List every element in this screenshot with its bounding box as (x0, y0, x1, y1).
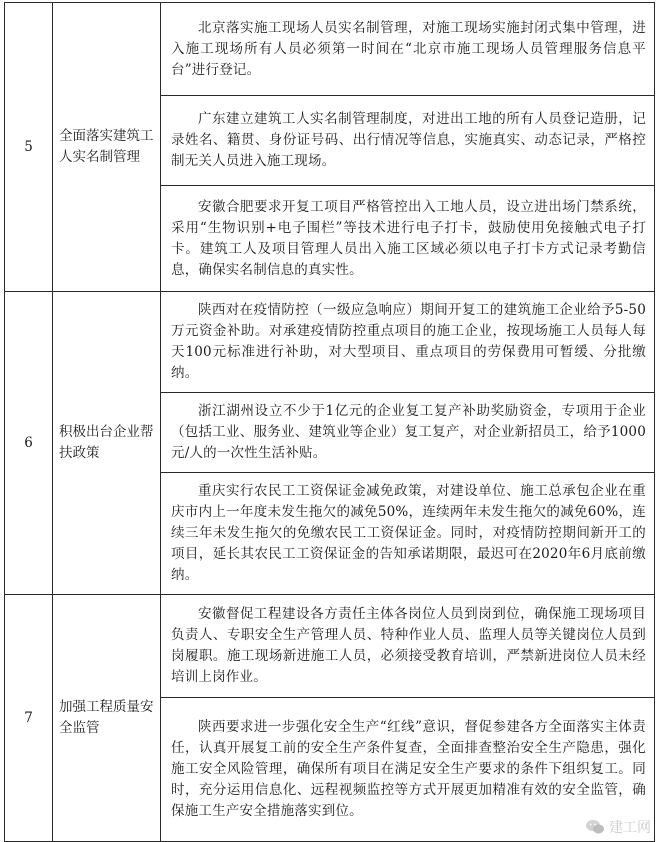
policy-item (161, 186, 655, 292)
policy-item (161, 393, 655, 473)
row-title: 全面落实建筑工人实名制管理 (53, 3, 161, 292)
policy-item (161, 698, 655, 842)
row-number: 6 (5, 292, 53, 595)
policy-text: 北京落实施工现场人员实名制管理，对施工现场实施封闭式集中管理，进入施工现场所有人员必须第一时间在“北京市施工现场人员管理服务信息平台”进行登记。 (171, 19, 646, 78)
table-row (5, 595, 655, 698)
row-number: 7 (5, 595, 53, 842)
policy-text: 重庆实行农民工工资保证金减免政策，对建设单位、施工总承包企业在重庆市内上一年度未发生拖欠的减免50%，连续两年未发生拖欠的减免60%，连续三年未发生拖欠的免缴农民工工资保证金。同时，对疫情防控期间新开工的项目，延长其农民工工资保证金的告知承诺期限，最迟可在2020年6月底前缴纳。 (171, 483, 646, 583)
policy-text: 陕西要求进一步强化安全生产“红线”意识，督促参建各方全面落实主体责任，认真开展复工前的安全生产条件复查，全面排查整治安全生产隐患，强化施工安全风险管理，确保所有项目在满足安全生产要求的条件下组织复工。同时，充分运用信息化、远程视频监控等方式开展更加精准有效的安全监管，确保施工生产安全措施落实到位。 (171, 719, 646, 819)
watermark-text: 建工网 (609, 820, 651, 836)
row-title: 加强工程质量安全监管 (53, 595, 161, 842)
policy-text: 安徽督促工程建设各方责任主体各岗位人员到岗到位，确保施工现场项目负责人、专职安全生产管理人员、特种作业人员、监理人员等关键岗位人员到岗履职。施工现场新进施工人员，必须接受教育培训，严禁新进岗位人员未经培训上岗作业。 (171, 606, 646, 685)
table-row (5, 3, 655, 96)
row-title: 积极出台企业帮扶政策 (53, 292, 161, 595)
policy-table (4, 2, 655, 842)
policy-text: 安徽合肥要求开复工项目严格管控出入工地人员，设立进出场门禁系统，采用“生物识别+电子围栏”等技术进行电子打卡，鼓励使用免接触式电子打卡。建筑工人及项目管理人员出入施工区域必须以电子打卡方式记录考勤信息，确保实名制信息的真实性。 (171, 198, 646, 278)
watermark (585, 817, 651, 837)
policy-text: 浙江湖州设立不少于1亿元的企业复工复产补助奖励资金，专项用于企业（包括工业、服务业、建筑业等企业）复工复产，对企业新招员工，给予1000元/人的一次性生活补贴。 (171, 403, 646, 461)
policy-item (161, 473, 655, 595)
policy-item (161, 292, 655, 393)
row-number: 5 (5, 3, 53, 292)
policy-text: 广东建立建筑工人实名制管理制度，对进出工地的所有人员登记造册，记录姓名、籍贯、身份证号码、出行情况等信息，实施真实、动态记录，严格控制无关人员进入施工现场。 (171, 111, 646, 169)
policy-item (161, 96, 655, 186)
wechat-icon (585, 819, 605, 835)
policy-item (161, 595, 655, 698)
policy-text: 陕西对在疫情防控（一级应急响应）期间开复工的建筑施工企业给予5-50万元资金补助。对承建疫情防控重点项目的施工企业，按现场施工人员每人每天100元标准进行补助，对大型项目、重点项目的劳保费用可暂缓、分批缴纳。 (171, 302, 646, 381)
table-row (5, 292, 655, 393)
policy-item (161, 3, 655, 96)
